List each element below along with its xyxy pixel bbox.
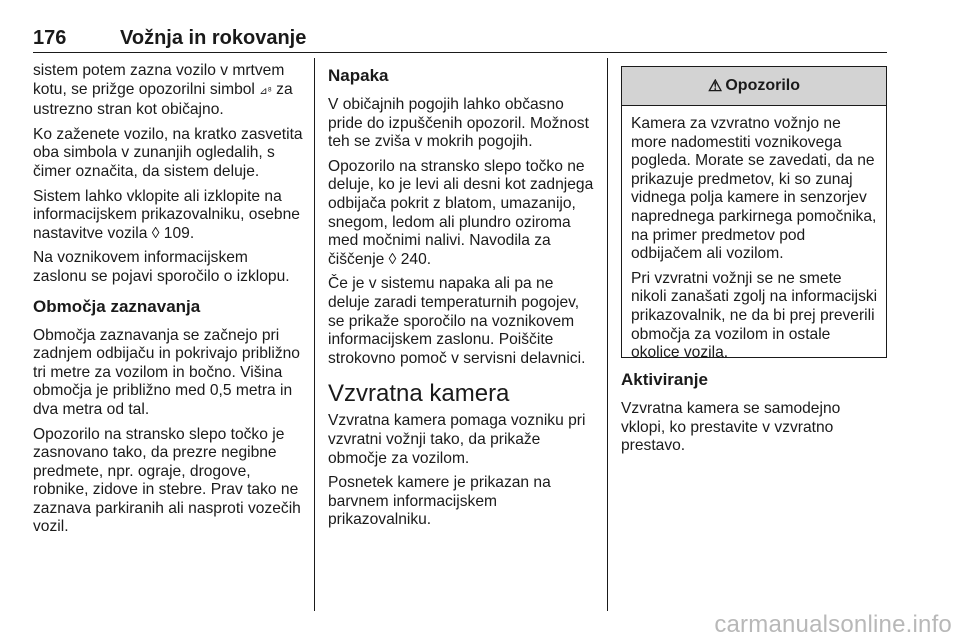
paragraph: Opozorilo na stransko slepo točko je zasnovano tako, da prezre negibne predmete, npr. ograje, drogove, robnike, zidove in stebre. Prav tako ne zaznava parkiranih ali nasproti vozečih vozil. [33,425,301,536]
blind-spot-symbol-icon: ⊿⁸ [259,85,272,97]
paragraph: Vzvratna kamera se samodejno vklopi, ko prestavite v vzvratno prestavo. [621,400,841,455]
watermark: carmanualsonline.info [714,611,952,638]
paragraph: Ko zaženete vozilo, na kratko zasvetita oba simbola v zunanjih ogledalih, s čimer označita, da sistem deluje. [33,125,303,180]
paragraph: Posnetek kamere je prikazan na barvnem informacijskem prikazovalniku. [328,474,551,529]
column-left [33,62,303,543]
paragraph: Na voznikovem informacijskem zaslonu se pojavi sporočilo o izklopu. [33,249,290,285]
column-middle [328,66,596,536]
subheading: Območja zaznavanja [33,296,201,316]
column-right-lower [621,370,887,456]
warning-triangle-icon: ⚠ [708,78,723,95]
subheading: Aktiviranje [621,370,708,389]
page-title: Vožnja in rokovanje [120,27,307,49]
page-number: 176 [33,27,67,49]
paragraph: Sistem lahko vklopite ali izklopite na informacijskem prikazovalniku, osebne nastavitve vozila ◊ 109. [33,187,300,242]
paragraph: Pri vzvratni vožnji se ne smete nikoli zanašati zgolj na informacijski prikazovalnik, ne da bi prej preverili območja za vozilom in ostale okolice vozila. [631,269,878,362]
page-ref-arrow-icon: ◊ [388,250,401,268]
header-divider [33,52,887,53]
warning-body [622,106,886,363]
paragraph: V običajnih pogojih lahko občasno pride do izpuščenih opozoril. Možnost teh se zviša v mokrih pogojih. [328,96,589,151]
paragraph: Območja zaznavanja se začnejo pri zadnjem odbijaču in pokrivajo približno tri metre za vozilom in bočno. Višina območja je približno med 0,5 metra in dva metra od tal. [33,326,300,418]
subheading: Napaka [328,66,389,85]
section-heading: Vzvratna kamera [328,380,510,408]
paragraph: Kamera za vzvratno vožnjo ne more nadomestiti voznikovega pogleda. Morate se zavedati, da ne prikazuje predmetov, ki so zunaj vidnega polja kamere in senzorjev naprednega parkirnega pomočnika, na primer predmetov pod odbijačem ali vozilom. [631,115,877,263]
page-reference-link[interactable]: 109. [163,224,195,242]
warning-header [622,67,886,106]
warning-title: Opozorilo [725,77,800,94]
paragraph: Če je v sistemu napaka ali pa ne deluje zaradi temperaturnih pogojev, se prikaže sporočilo na voznikovem informacijskem zaslonu. Poiščite strokovno pomoč v servisni delavnici. [328,275,586,367]
paragraph: Opozorilo na stransko slepo točko ne deluje, ko je levi ali desni kot zadnjega odbijača pokrit z blatom, umazanijo, snegom, ledom ali plundro oziroma med močnimi nalivi. Navodila za čiščenje ◊ 240. [328,157,594,268]
page-header [33,27,887,51]
warning-box [621,66,887,362]
column-divider [607,58,608,611]
paragraph: sistem potem zazna vozilo v mrtvem kotu, se prižge opozorilni simbol ⊿⁸ za ustrezno stran kot običajno. [33,62,293,119]
column-divider [314,58,315,611]
paragraph: Vzvratna kamera pomaga vozniku pri vzvratni vožnji tako, da prikaže območje za vozilom. [328,412,586,467]
page-ref-arrow-icon: ◊ [151,224,164,242]
page-reference-link[interactable]: 240. [400,250,432,268]
